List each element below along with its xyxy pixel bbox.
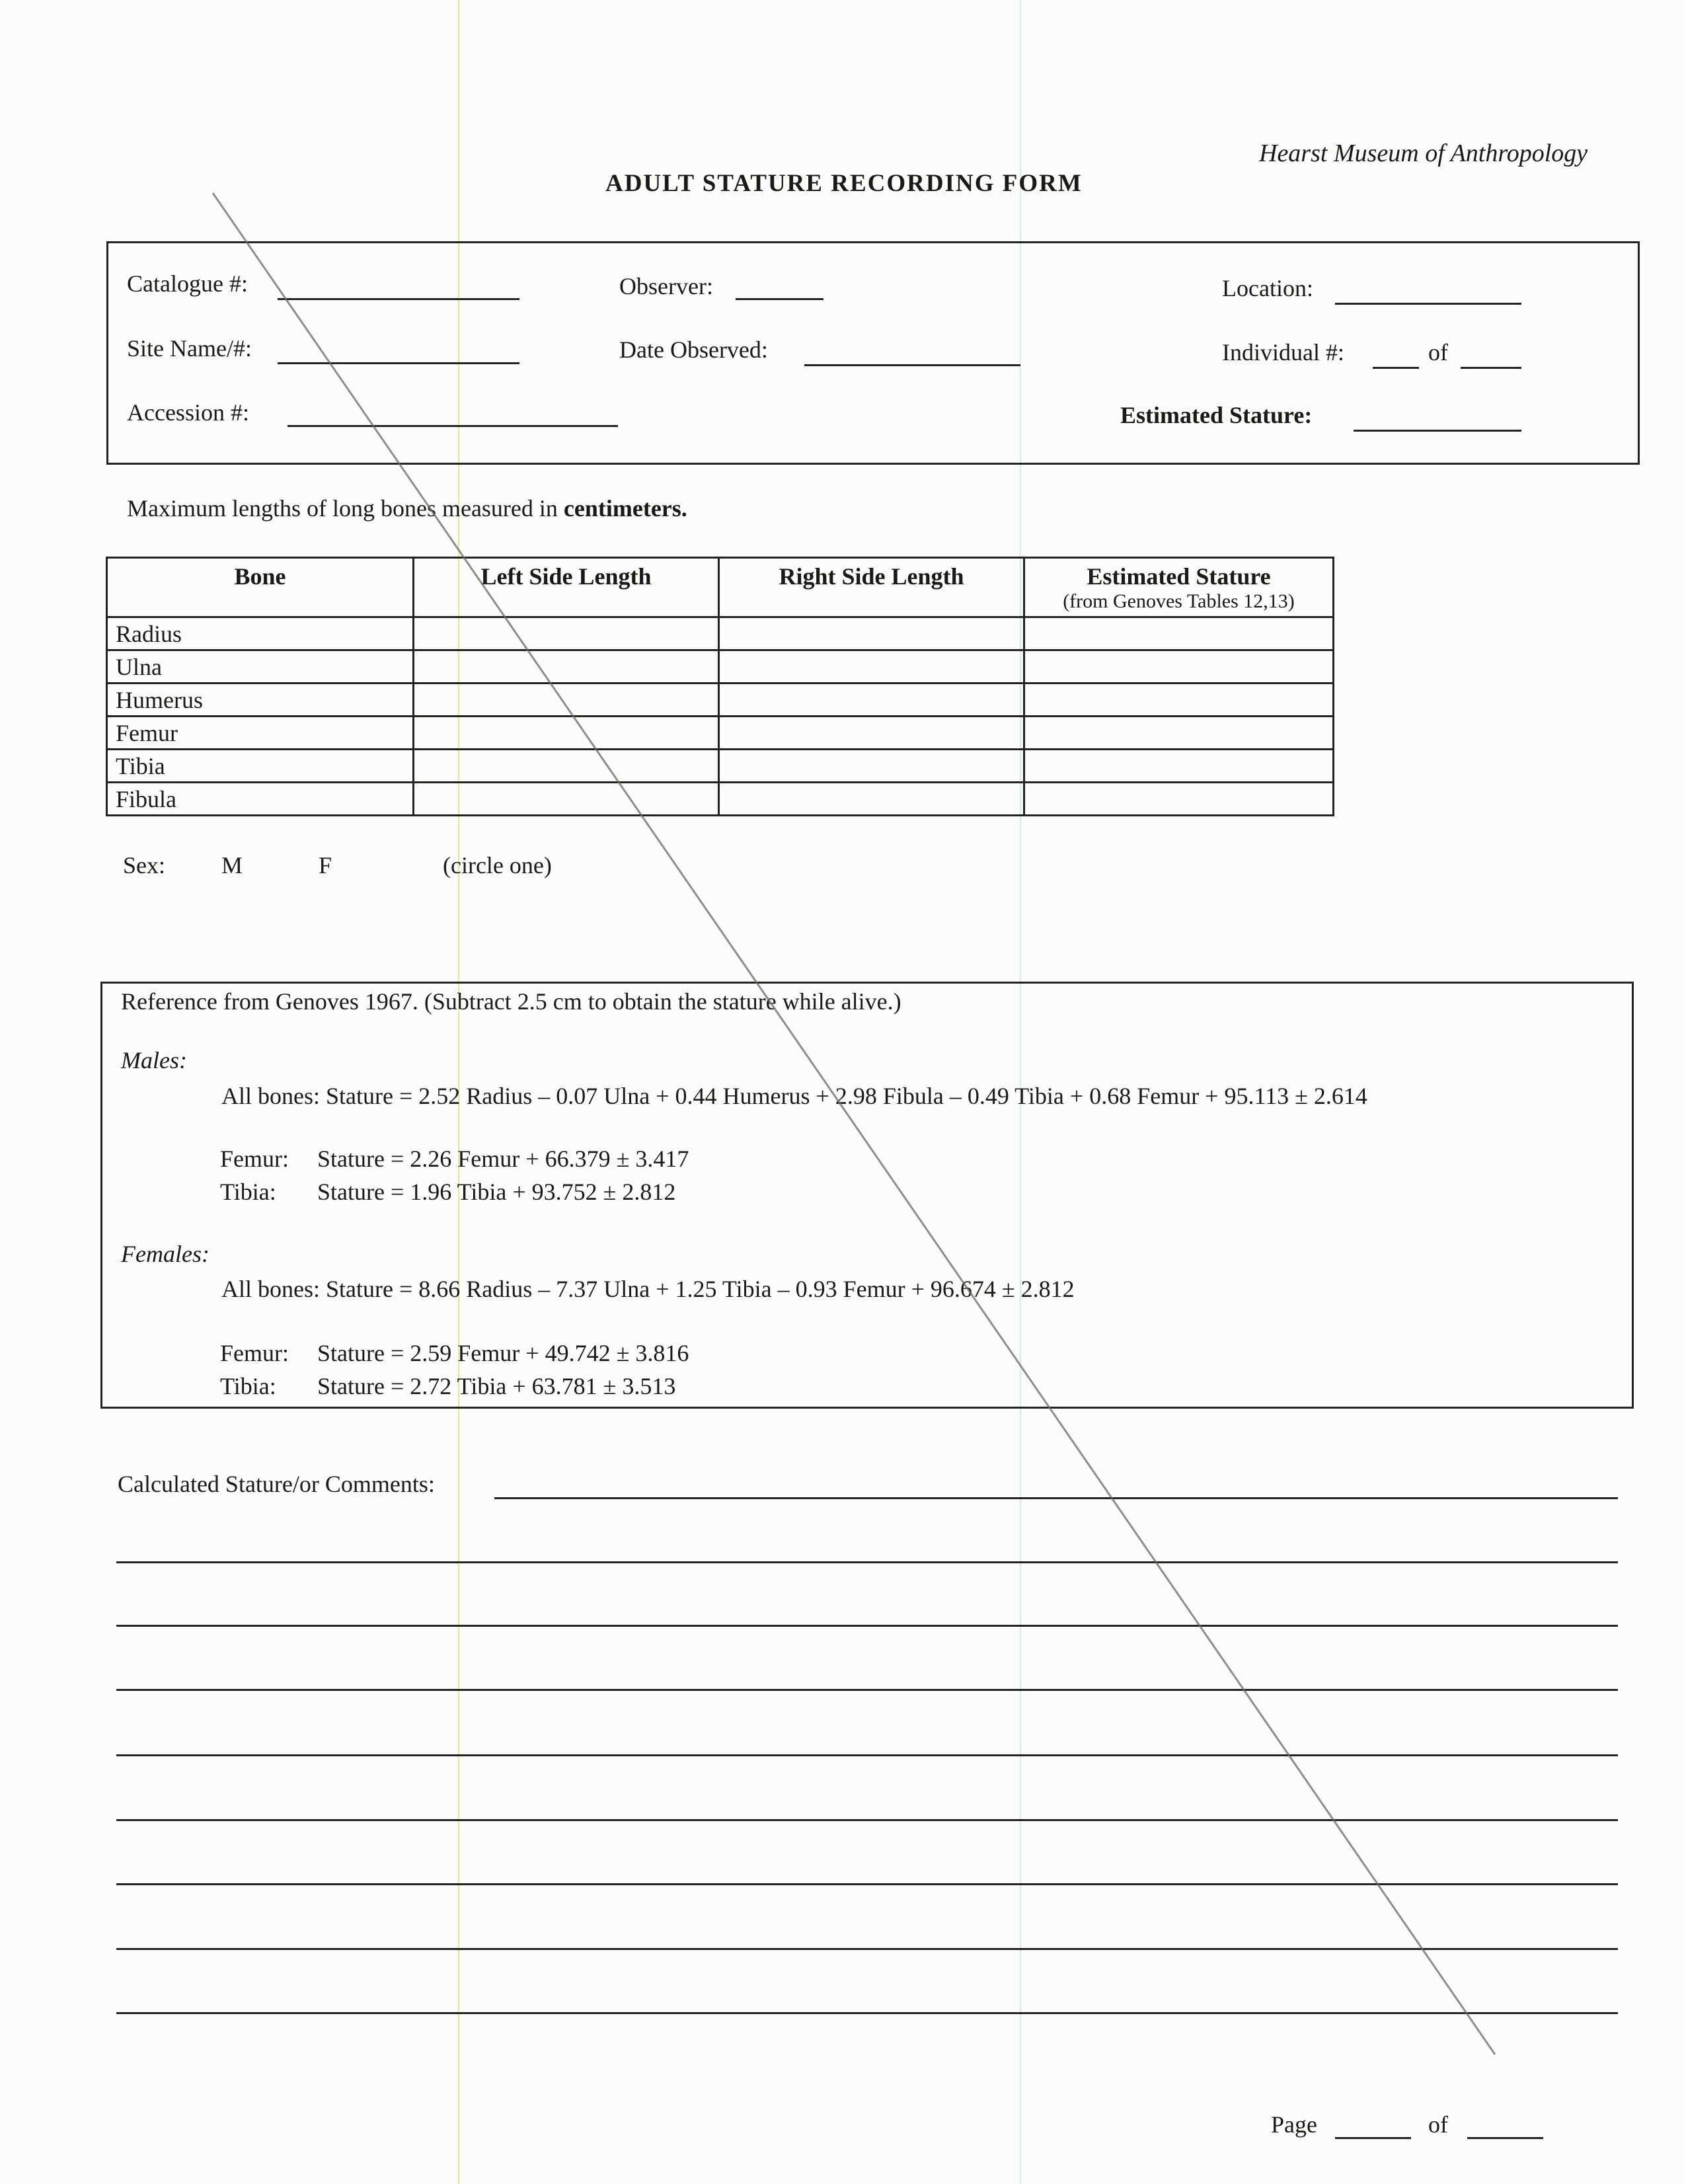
females-tibia-formula: Stature = 2.72 Tibia + 63.781 ± 3.513 bbox=[317, 1373, 676, 1399]
header-right-length: Right Side Length bbox=[719, 558, 1024, 617]
males-tibia-label: Tibia: bbox=[220, 1179, 276, 1205]
bone-name: Radius bbox=[107, 617, 414, 650]
males-femur-formula: Stature = 2.26 Femur + 66.379 ± 3.417 bbox=[317, 1146, 689, 1172]
measurement-unit: centimeters. bbox=[563, 495, 687, 522]
location-label: Location: bbox=[1222, 275, 1313, 301]
individual-label: Individual #: bbox=[1222, 339, 1344, 366]
accession-label: Accession #: bbox=[127, 399, 249, 426]
header-left-length: Left Side Length bbox=[414, 558, 719, 617]
females-label: Females: bbox=[121, 1241, 210, 1267]
males-femur-label: Femur: bbox=[220, 1146, 289, 1172]
males-all-bones-formula: All bones: Stature = 2.52 Radius – 0.07 Ulna + 0.44 Humerus + 2.98 Fibula – 0.49 Tibia + 0.68 Femur + 95.113 ± 2.614 bbox=[221, 1083, 1367, 1109]
females-femur-label: Femur: bbox=[220, 1340, 289, 1366]
measurement-note-text: Maximum lengths of long bones measured in bbox=[127, 495, 564, 522]
estimated-stature-label: Estimated Stature: bbox=[1120, 402, 1313, 428]
page-of-label: of bbox=[1428, 2111, 1448, 2138]
individual-of-label: of bbox=[1428, 339, 1448, 366]
bone-name: Tibia bbox=[107, 750, 414, 783]
bone-name: Ulna bbox=[107, 650, 414, 683]
page-label: Page bbox=[1271, 2111, 1317, 2138]
date-observed-label: Date Observed: bbox=[619, 336, 768, 363]
bone-name: Femur bbox=[107, 717, 414, 750]
site-name-label: Site Name/#: bbox=[127, 335, 252, 362]
females-all-bones-formula: All bones: Stature = 8.66 Radius – 7.37 Ulna + 1.25 Tibia – 0.93 Femur + 96.674 ± 2.812 bbox=[221, 1276, 1075, 1302]
bone-name: Fibula bbox=[107, 783, 414, 816]
bone-name: Humerus bbox=[107, 683, 414, 717]
sex-option-m[interactable]: M bbox=[221, 852, 243, 878]
sex-option-f[interactable]: F bbox=[319, 852, 332, 878]
males-tibia-formula: Stature = 1.96 Tibia + 93.752 ± 2.812 bbox=[317, 1179, 676, 1205]
females-tibia-label: Tibia: bbox=[220, 1373, 276, 1399]
reference-heading: Reference from Genoves 1967. (Subtract 2.5 cm to obtain the stature while alive.) bbox=[121, 988, 901, 1015]
females-femur-formula: Stature = 2.59 Femur + 49.742 ± 3.816 bbox=[317, 1340, 689, 1366]
header-estimated-stature-source: (from Genoves Tables 12,13) bbox=[1063, 590, 1295, 612]
header-estimated-stature-text: Estimated Stature bbox=[1087, 563, 1271, 590]
observer-label: Observer: bbox=[619, 273, 713, 299]
comments-label: Calculated Stature/or Comments: bbox=[118, 1471, 435, 1497]
males-label: Males: bbox=[121, 1047, 187, 1073]
form-title: ADULT STATURE RECORDING FORM bbox=[605, 170, 1083, 197]
sex-note: (circle one) bbox=[443, 852, 552, 878]
catalogue-label: Catalogue #: bbox=[127, 270, 248, 297]
museum-name: Hearst Museum of Anthropology bbox=[1259, 139, 1588, 167]
sex-label: Sex: bbox=[123, 852, 166, 878]
header-bone: Bone bbox=[107, 558, 414, 617]
